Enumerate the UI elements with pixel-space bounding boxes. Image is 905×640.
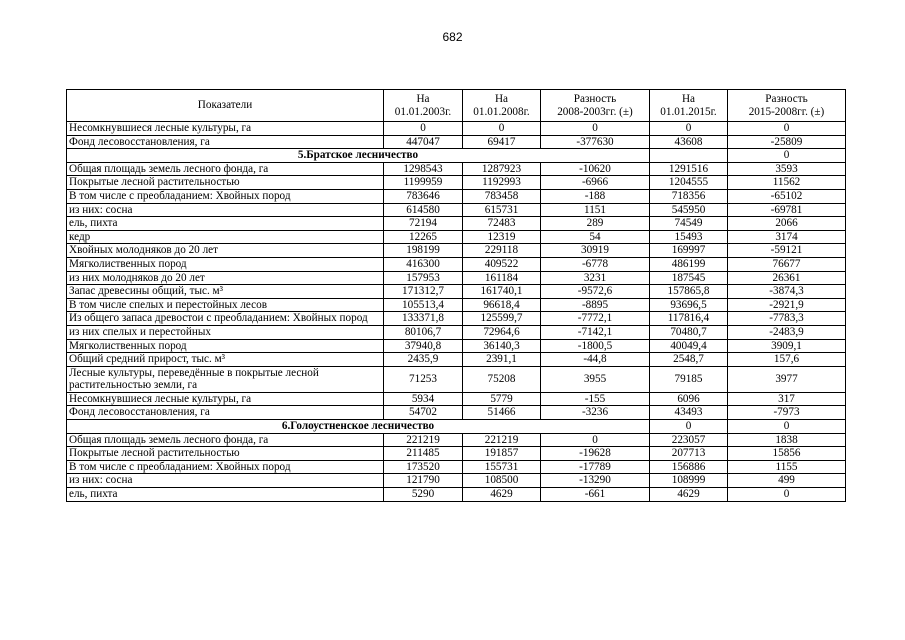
table-cell: 76677 bbox=[728, 257, 846, 271]
table-cell: 1151 bbox=[541, 203, 650, 217]
table-cell: 614580 bbox=[384, 203, 463, 217]
table-cell: -7772,1 bbox=[541, 312, 650, 326]
table-cell: 70480,7 bbox=[650, 325, 728, 339]
table-cell: -17789 bbox=[541, 460, 650, 474]
table-cell: 229118 bbox=[463, 244, 541, 258]
table-cell: 0 bbox=[650, 420, 728, 434]
table-cell: 156886 bbox=[650, 460, 728, 474]
table-row bbox=[67, 203, 846, 217]
table-cell: -8895 bbox=[541, 298, 650, 312]
table-cell: 0 bbox=[728, 122, 846, 136]
column-header bbox=[650, 90, 728, 122]
table-cell: 0 bbox=[650, 122, 728, 136]
table-row bbox=[67, 325, 846, 339]
table-cell: 0 bbox=[384, 122, 463, 136]
table-cell: 0 bbox=[728, 420, 846, 434]
table-cell: 169997 bbox=[650, 244, 728, 258]
column-header bbox=[463, 90, 541, 122]
table-cell: 1204555 bbox=[650, 176, 728, 190]
table-cell: 1199959 bbox=[384, 176, 463, 190]
row-label: Несомкнувшиеся лесные культуры, га bbox=[67, 122, 384, 136]
table-cell: 72964,6 bbox=[463, 325, 541, 339]
table-cell: 75208 bbox=[463, 366, 541, 392]
table-cell: 4629 bbox=[650, 488, 728, 502]
table-cell: 43608 bbox=[650, 135, 728, 149]
table-cell: 447047 bbox=[384, 135, 463, 149]
table-cell: 173520 bbox=[384, 460, 463, 474]
table-cell: 79185 bbox=[650, 366, 728, 392]
column-header-line: 01.01.2015г. bbox=[660, 105, 717, 118]
row-label: Покрытые лесной растительностью bbox=[67, 447, 384, 461]
column-header bbox=[541, 90, 650, 122]
row-label: Лесные культуры, переведённые в покрытые лесной растительностью земли, га bbox=[67, 366, 384, 392]
table-cell: 80106,7 bbox=[384, 325, 463, 339]
forest-fund-table bbox=[66, 89, 846, 502]
table-row bbox=[67, 217, 846, 231]
table-row bbox=[67, 122, 846, 136]
row-label: из них спелых и перестойных bbox=[67, 325, 384, 339]
table-cell: 198199 bbox=[384, 244, 463, 258]
row-label: Мягколиственных пород bbox=[67, 339, 384, 353]
table-cell: 3955 bbox=[541, 366, 650, 392]
row-label: из них: сосна bbox=[67, 474, 384, 488]
table-cell: 133371,8 bbox=[384, 312, 463, 326]
table-cell: 96618,4 bbox=[463, 298, 541, 312]
table-row bbox=[67, 447, 846, 461]
table-row bbox=[67, 189, 846, 203]
table-row bbox=[67, 460, 846, 474]
table-cell: 71253 bbox=[384, 366, 463, 392]
table-cell: 615731 bbox=[463, 203, 541, 217]
table-cell: -65102 bbox=[728, 189, 846, 203]
column-header bbox=[67, 90, 384, 122]
table-cell: 3593 bbox=[728, 162, 846, 176]
table-cell: 0 bbox=[728, 149, 846, 163]
table-cell: 1838 bbox=[728, 433, 846, 447]
table-cell: 6096 bbox=[650, 392, 728, 406]
table-cell: 5779 bbox=[463, 392, 541, 406]
row-label: Хвойных молодняков до 20 лет bbox=[67, 244, 384, 258]
table-cell: 5290 bbox=[384, 488, 463, 502]
column-header-line: На bbox=[681, 92, 696, 105]
table-cell: 187545 bbox=[650, 271, 728, 285]
row-label: Мягколиственных пород bbox=[67, 257, 384, 271]
column-header-line: На bbox=[416, 92, 430, 105]
table-cell: 54 bbox=[541, 230, 650, 244]
column-header-line: 01.01.2008г. bbox=[473, 105, 530, 118]
table-cell: -1800,5 bbox=[541, 339, 650, 353]
table-cell: 783458 bbox=[463, 189, 541, 203]
row-label: В том числе спелых и перестойных лесов bbox=[67, 298, 384, 312]
column-header-line: Показатели bbox=[197, 99, 253, 112]
table-row bbox=[67, 135, 846, 149]
table-cell: 72483 bbox=[463, 217, 541, 231]
table-cell: 718356 bbox=[650, 189, 728, 203]
table-row bbox=[67, 474, 846, 488]
table-cell: -7783,3 bbox=[728, 312, 846, 326]
row-label: из них молодняков до 20 лет bbox=[67, 271, 384, 285]
table-cell: 12319 bbox=[463, 230, 541, 244]
table-header-row bbox=[67, 90, 846, 122]
row-label: Запас древесины общий, тыс. м³ bbox=[67, 285, 384, 299]
table-cell: -10620 bbox=[541, 162, 650, 176]
table-cell: 409522 bbox=[463, 257, 541, 271]
row-label: ель, пихта bbox=[67, 488, 384, 502]
table-cell: -3236 bbox=[541, 406, 650, 420]
table-cell: 36140,3 bbox=[463, 339, 541, 353]
table-cell: -19628 bbox=[541, 447, 650, 461]
table-cell: 161740,1 bbox=[463, 285, 541, 299]
table-cell: -2921,9 bbox=[728, 298, 846, 312]
table-cell: -377630 bbox=[541, 135, 650, 149]
table-row bbox=[67, 366, 846, 392]
column-header-line: Разность bbox=[573, 92, 617, 105]
table-row bbox=[67, 433, 846, 447]
table-cell: 171312,7 bbox=[384, 285, 463, 299]
table-cell: 93696,5 bbox=[650, 298, 728, 312]
table-cell: -661 bbox=[541, 488, 650, 502]
table-cell: 0 bbox=[728, 488, 846, 502]
table-cell: 221219 bbox=[384, 433, 463, 447]
table-cell: 2435,9 bbox=[384, 353, 463, 367]
table-cell: -59121 bbox=[728, 244, 846, 258]
table-cell: 30919 bbox=[541, 244, 650, 258]
table-cell: -6966 bbox=[541, 176, 650, 190]
table-body bbox=[67, 122, 846, 502]
table-cell: -6778 bbox=[541, 257, 650, 271]
table-cell: 157953 bbox=[384, 271, 463, 285]
table-cell: 221219 bbox=[463, 433, 541, 447]
table-cell: 486199 bbox=[650, 257, 728, 271]
row-label: В том числе с преобладанием: Хвойных пород bbox=[67, 189, 384, 203]
table-cell: -155 bbox=[541, 392, 650, 406]
table-cell: 157865,8 bbox=[650, 285, 728, 299]
table-cell: 2548,7 bbox=[650, 353, 728, 367]
table-cell: 12265 bbox=[384, 230, 463, 244]
table-cell: 4629 bbox=[463, 488, 541, 502]
table-cell: 3977 bbox=[728, 366, 846, 392]
column-header-line: 2015-2008гг. (±) bbox=[748, 105, 825, 118]
table-row bbox=[67, 244, 846, 258]
table-row bbox=[67, 312, 846, 326]
table-cell: 15493 bbox=[650, 230, 728, 244]
table-cell: 3909,1 bbox=[728, 339, 846, 353]
table-cell: 1298543 bbox=[384, 162, 463, 176]
row-label: Общая площадь земель лесного фонда, га bbox=[67, 162, 384, 176]
table-cell: 0 bbox=[463, 122, 541, 136]
table-cell: 69417 bbox=[463, 135, 541, 149]
section-row bbox=[67, 149, 846, 163]
column-header-line: 01.01.2003г. bbox=[394, 105, 452, 118]
table-cell bbox=[650, 149, 728, 163]
table-cell: 223057 bbox=[650, 433, 728, 447]
table-cell: 40049,4 bbox=[650, 339, 728, 353]
table-cell: 416300 bbox=[384, 257, 463, 271]
column-header bbox=[384, 90, 463, 122]
table-row bbox=[67, 298, 846, 312]
row-label: В том числе с преобладанием: Хвойных пород bbox=[67, 460, 384, 474]
table-cell: -2483,9 bbox=[728, 325, 846, 339]
table-cell: -13290 bbox=[541, 474, 650, 488]
table-row bbox=[67, 162, 846, 176]
table-cell: 1155 bbox=[728, 460, 846, 474]
table-cell: 317 bbox=[728, 392, 846, 406]
table-cell: 161184 bbox=[463, 271, 541, 285]
table-cell: -69781 bbox=[728, 203, 846, 217]
table-cell: 1291516 bbox=[650, 162, 728, 176]
table-cell: 117816,4 bbox=[650, 312, 728, 326]
table-cell: 108999 bbox=[650, 474, 728, 488]
table-row bbox=[67, 285, 846, 299]
table-cell: -3874,3 bbox=[728, 285, 846, 299]
table-row bbox=[67, 406, 846, 420]
table-cell: 211485 bbox=[384, 447, 463, 461]
row-label: ель, пихта bbox=[67, 217, 384, 231]
column-header bbox=[728, 90, 846, 122]
table-cell: -44,8 bbox=[541, 353, 650, 367]
table-cell: 155731 bbox=[463, 460, 541, 474]
table-cell: 783646 bbox=[384, 189, 463, 203]
column-header-line: Разность bbox=[765, 92, 808, 105]
row-label: из них: сосна bbox=[67, 203, 384, 217]
table-cell: 15856 bbox=[728, 447, 846, 461]
table-cell: -9572,6 bbox=[541, 285, 650, 299]
row-label: Фонд лесовосстановления, га bbox=[67, 406, 384, 420]
table-cell: 11562 bbox=[728, 176, 846, 190]
row-label: Общая площадь земель лесного фонда, га bbox=[67, 433, 384, 447]
table-cell: 1192993 bbox=[463, 176, 541, 190]
table-cell: 3231 bbox=[541, 271, 650, 285]
table-row bbox=[67, 392, 846, 406]
table-cell: -25809 bbox=[728, 135, 846, 149]
row-label: Фонд лесовосстановления, га bbox=[67, 135, 384, 149]
table-cell: 157,6 bbox=[728, 353, 846, 367]
table-cell: 26361 bbox=[728, 271, 846, 285]
table-cell: 545950 bbox=[650, 203, 728, 217]
row-label: кедр bbox=[67, 230, 384, 244]
table-cell: 51466 bbox=[463, 406, 541, 420]
section-row bbox=[67, 420, 846, 434]
table-row bbox=[67, 257, 846, 271]
table-cell: -7142,1 bbox=[541, 325, 650, 339]
page-number: 682 bbox=[442, 30, 463, 44]
table-row bbox=[67, 339, 846, 353]
table-cell: 191857 bbox=[463, 447, 541, 461]
row-label: Из общего запаса древостои с преобладанием: Хвойных пород bbox=[67, 312, 384, 326]
table-cell: 499 bbox=[728, 474, 846, 488]
table-cell: 108500 bbox=[463, 474, 541, 488]
table-cell: 72194 bbox=[384, 217, 463, 231]
table-cell: 74549 bbox=[650, 217, 728, 231]
section-title: 6.Голоустненское лесничество bbox=[67, 420, 650, 434]
table-row bbox=[67, 271, 846, 285]
table-cell: 54702 bbox=[384, 406, 463, 420]
table-cell: 0 bbox=[541, 122, 650, 136]
table-cell: 289 bbox=[541, 217, 650, 231]
table-cell: 2066 bbox=[728, 217, 846, 231]
section-title: 5.Братское лесничество bbox=[67, 149, 650, 163]
table-row bbox=[67, 488, 846, 502]
table-cell: 0 bbox=[541, 433, 650, 447]
table-cell: 2391,1 bbox=[463, 353, 541, 367]
table-cell: 1287923 bbox=[463, 162, 541, 176]
table-row bbox=[67, 353, 846, 367]
table-cell: 125599,7 bbox=[463, 312, 541, 326]
table-cell: 5934 bbox=[384, 392, 463, 406]
table-cell: -7973 bbox=[728, 406, 846, 420]
row-label: Несомкнувшиеся лесные культуры, га bbox=[67, 392, 384, 406]
table-cell: 43493 bbox=[650, 406, 728, 420]
table-cell: 121790 bbox=[384, 474, 463, 488]
column-header-line: На bbox=[494, 92, 509, 105]
table-cell: 207713 bbox=[650, 447, 728, 461]
table-cell: 105513,4 bbox=[384, 298, 463, 312]
table-cell: 37940,8 bbox=[384, 339, 463, 353]
table-row bbox=[67, 176, 846, 190]
column-header-line: 2008-2003гг. (±) bbox=[557, 105, 633, 118]
table-cell: 3174 bbox=[728, 230, 846, 244]
row-label: Общий средний прирост, тыс. м³ bbox=[67, 353, 384, 367]
table-cell: -188 bbox=[541, 189, 650, 203]
table-row bbox=[67, 230, 846, 244]
row-label: Покрытые лесной растительностью bbox=[67, 176, 384, 190]
